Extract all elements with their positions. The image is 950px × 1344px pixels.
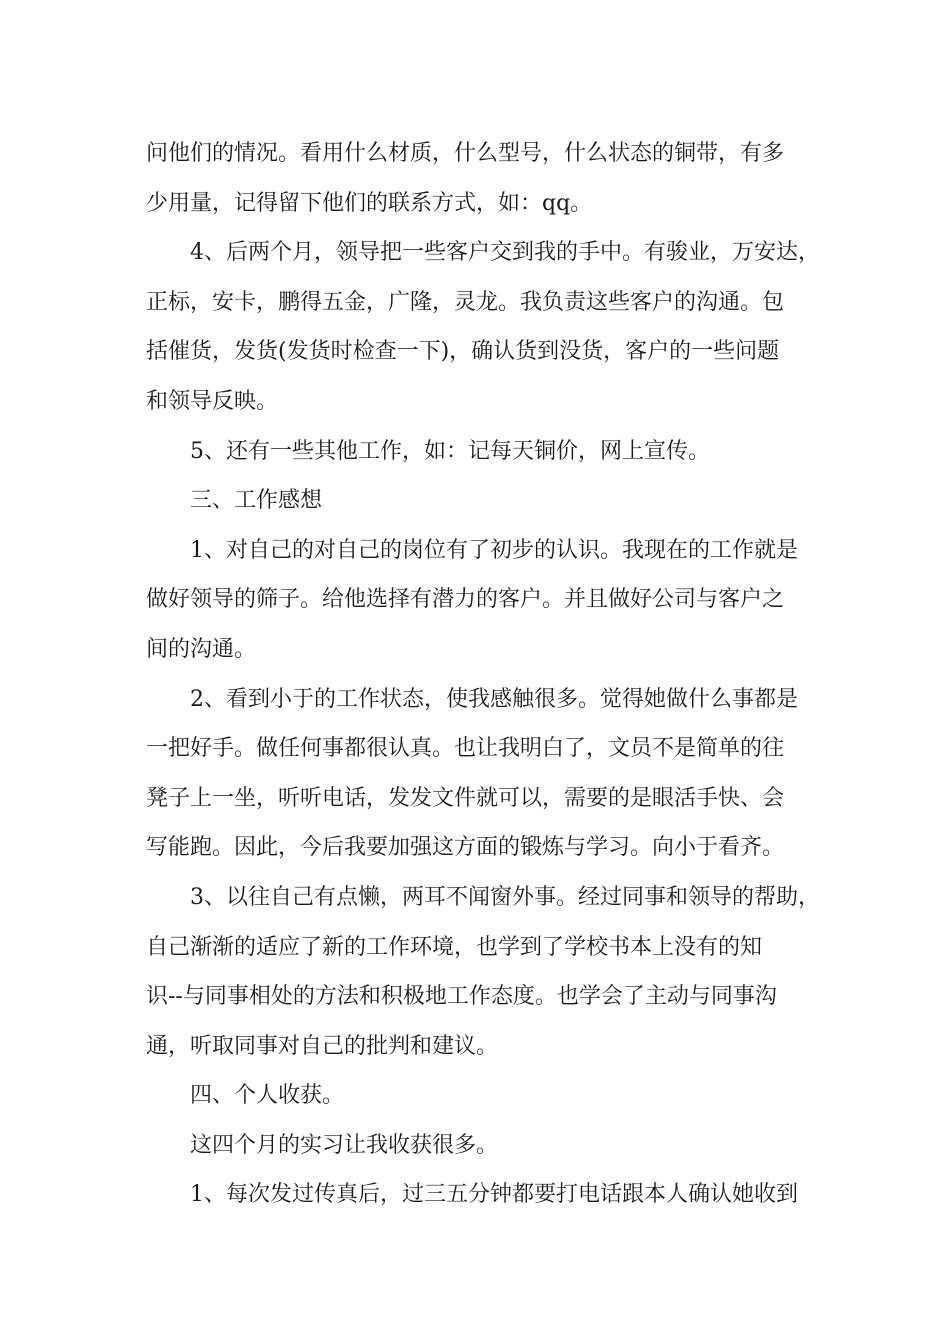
text-line: 这四个月的实习让我收获很多。 [190,1132,499,1158]
text-line: 写能跑。因此，今后我要加强这方面的锻炼与学习。向小于看齐。 [146,835,785,861]
text-line: 1、每次发过传真后，过三五分钟都要打电话跟本人确认她收到 [190,1182,798,1208]
text-line: 做好领导的筛子。给他选择有潜力的客户。并且做好公司与客户之 [146,587,785,613]
text-line: 少用量，记得留下他们的联系方式，如：qq。 [146,190,593,216]
text-line: 和领导反映。 [146,388,279,414]
text-line: 一把好手。做任何事都很认真。也让我明白了，文员不是简单的往 [146,736,785,762]
text-line: 自己渐渐的适应了新的工作环境，也学到了学校书本上没有的知 [146,934,763,960]
paragraph [146,1170,826,1220]
text-line: 正标，安卡，鹏得五金，广隆，灵龙。我负责这些客户的沟通。包 [146,289,785,315]
paragraph [146,427,826,477]
paragraph [146,1121,826,1171]
section-heading [146,476,826,526]
text-line: 3、以往自己有点懒，两耳不闻窗外事。经过同事和领导的帮助， [190,884,820,910]
text-line: 识--与同事相处的方法和积极地工作态度。也学会了主动与同事沟 [146,984,777,1010]
paragraph [146,129,826,228]
paragraph [146,526,826,675]
text-line: 括催货，发货(发货时检查一下)，确认货到没货，客户的一些问题 [146,339,780,365]
text-line: 1、对自己的对自己的岗位有了初步的认识。我现在的工作就是 [190,537,798,563]
paragraph [146,675,826,873]
text-line: 四、个人收获。 [190,1083,345,1109]
text-line: 通，听取同事对自己的批判和建议。 [146,1033,499,1059]
text-line: 4、后两个月，领导把一些客户交到我的手中。有骏业，万安达， [190,240,820,266]
text-line: 凳子上一坐，听听电话，发发文件就可以，需要的是眼活手快、会 [146,785,785,811]
text-line: 问他们的情况。看用什么材质，什么型号，什么状态的铜带，有多 [146,141,785,166]
document-body [146,129,826,1220]
section-heading [146,1071,826,1121]
paragraph [146,873,826,1071]
paragraph [146,228,826,426]
text-line: 2、看到小于的工作状态，使我感触很多。觉得她做什么事都是 [190,686,798,712]
text-line: 5、还有一些其他工作，如：记每天铜价，网上宣传。 [190,438,710,464]
text-line: 三、工作感想 [190,488,323,514]
text-line: 间的沟通。 [146,636,257,662]
